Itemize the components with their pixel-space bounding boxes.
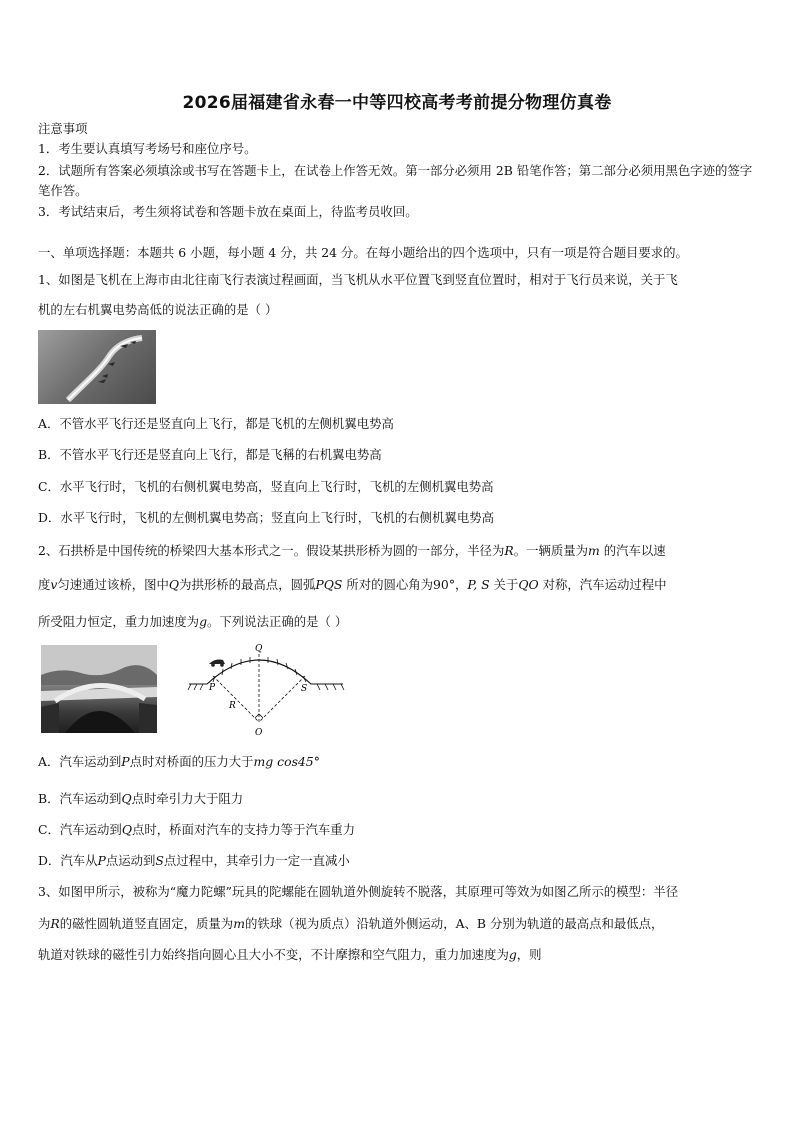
- label-q: Q: [255, 644, 263, 654]
- question-2-stem: 所受阻力恒定，重力加速度为g。下列说法正确的是（ ）: [38, 614, 348, 629]
- question-1-option-d: D．水平飞行时，飞机的左侧机翼电势高；竖直向上飞行时，飞机的右侧机翼电势高: [38, 510, 494, 525]
- question-3-stem: 3、如图甲所示，被称为“魔力陀螺”玩具的陀螺能在圆轨道外侧旋转不脱落，其原理可等效为如图乙所示的模型：半径: [38, 884, 679, 899]
- label-s: S: [301, 684, 308, 694]
- question-2-stem: 2、石拱桥是中国传统的桥梁四大基本形式之一。假设某拱形桥为圆的一部分，半径为R。一辆质量为m 的汽车以速: [38, 543, 666, 558]
- notice-heading: 注意事项: [38, 121, 88, 136]
- question-1-option-a: A．不管水平飞行还是竖直向上飞行，都是飞机的左侧机翼电势高: [38, 416, 394, 431]
- question-1-option-c: C．水平飞行时，飞机的右侧机翼电势高，竖直向上飞行时，飞机的左侧机翼电势高: [38, 479, 494, 494]
- question-2-option-b: B．汽车运动到Q点时牵引力大于阻力: [38, 791, 244, 806]
- section-heading: 一、单项选择题：本题共 6 小题，每小题 4 分，共 24 分。在每小题给出的四个选项中，只有一项是符合题目要求的。: [38, 245, 688, 260]
- airshow-photo: [38, 330, 156, 404]
- question-2-option-c: C．汽车运动到Q点时，桥面对汽车的支持力等于汽车重力: [38, 822, 356, 837]
- question-2-option-d: D．汽车从P点运动到S点过程中，其牵引力一定一直减小: [38, 853, 350, 868]
- notice-item: 2．试题所有答案必须填涂或书写在答题卡上，在试卷上作答无效。第一部分必须用 2B 铅笔作答；第二部分必须用黑色字迹的签字笔作答。: [38, 163, 753, 198]
- question-1-stem: 1、如图是飞机在上海市由北往南飞行表演过程画面，当飞机从水平位置飞到竖直位置时，相对于飞行员来说，关于飞: [38, 272, 678, 287]
- notice-item: 3．考试结束后，考生须将试卷和答题卡放在桌面上，待监考员收回。: [38, 204, 418, 219]
- notice-item: 1．考生要认真填写考场号和座位序号。: [38, 141, 257, 156]
- label-o: O: [255, 728, 263, 738]
- question-1-option-b: B．不管水平飞行还是竖直向上飞行，都是飞稱的右机翼电势高: [38, 447, 382, 462]
- question-2-option-a: A．汽车运动到P点时对桥面的压力大于mg cos45°: [38, 754, 320, 769]
- question-3-stem: 为R的磁性圆轨道竖直固定，质量为m的铁球（视为质点）沿轨道外侧运动，A、B 分别为轨道的最高点和最低点，: [38, 916, 664, 931]
- arch-bridge-diagram: [185, 642, 347, 738]
- stone-bridge-photo: [41, 645, 157, 733]
- question-2-stem: 度v匀速通过该桥，图中Q为拱形桥的最高点，圆弧PQS 所对的圆心角为90°，P, S 关于QO 对称，汽车运动过程中: [38, 577, 667, 592]
- question-1-stem: 机的左右机翼电势高低的说法正确的是（ ）: [38, 302, 278, 317]
- page-title: 2026届福建省永春一中等四校高考考前提分物理仿真卷: [182, 93, 612, 113]
- label-p: P: [209, 683, 216, 693]
- question-3-stem: 轨道对铁球的磁性引力始终指向圆心且大小不变，不计摩擦和空气阻力，重力加速度为g，则: [38, 947, 542, 962]
- label-r: R: [229, 701, 236, 711]
